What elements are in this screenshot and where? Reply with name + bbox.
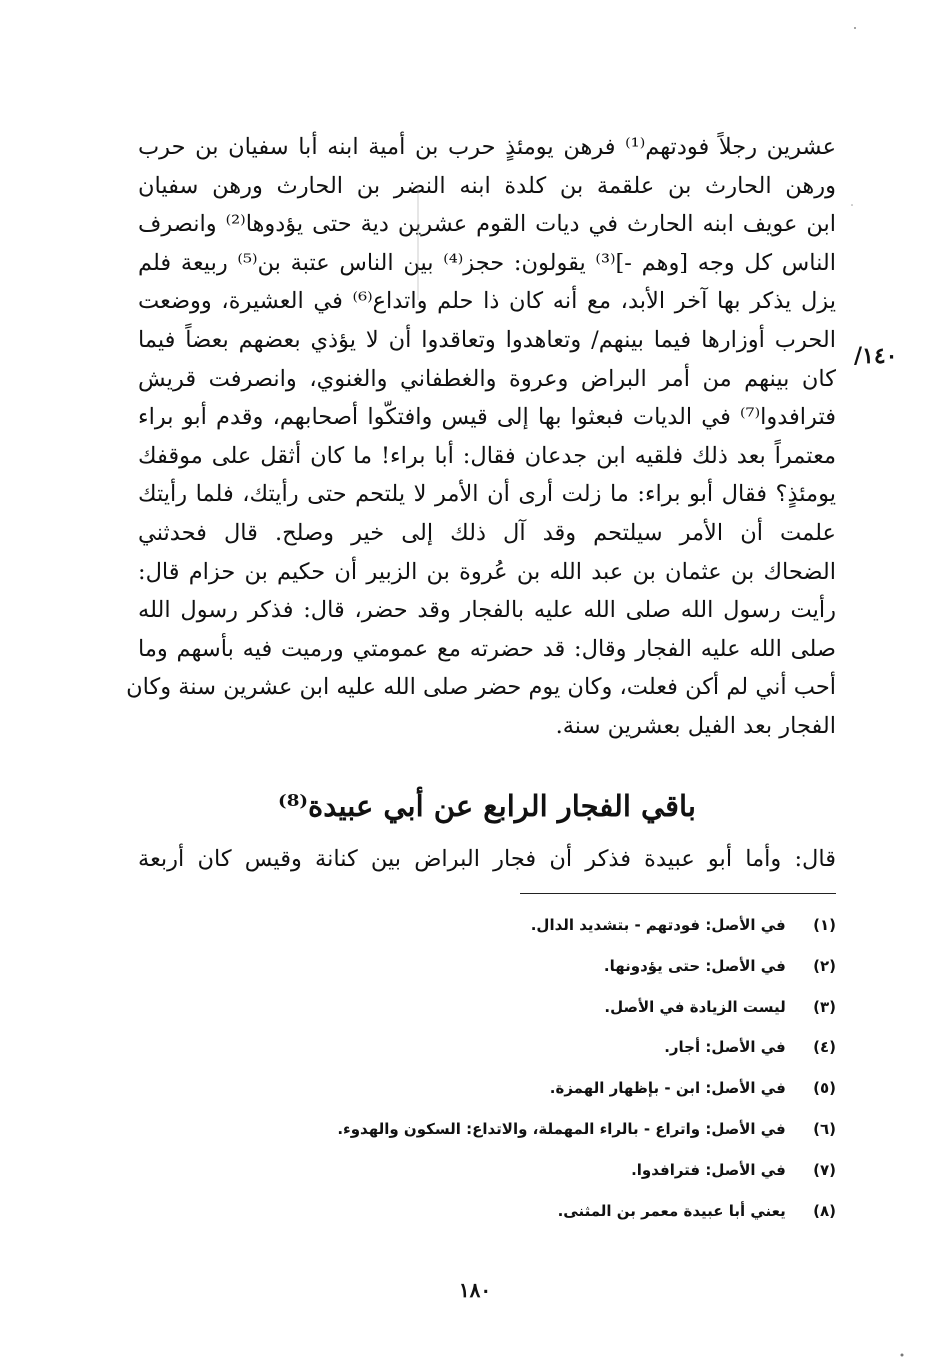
footnote-number: (٢) — [813, 956, 836, 975]
footnote-number: (٥) — [813, 1079, 836, 1098]
footnote-item — [138, 1027, 836, 1068]
text-line: يزل يذكر بها آخر الأبد، مع أنه كان ذا حلم واتداع⁽⁶⁾ في العشيرة، ووضعت — [138, 288, 836, 315]
section-heading: باقي الفجار الرابع عن أبي عبيدة⁽⁸⁾ — [278, 789, 696, 823]
footnotes-list — [138, 905, 836, 1231]
footnote-number: (٨) — [813, 1201, 836, 1220]
main-text-block — [126, 128, 837, 746]
footnote-text: في الأصل: فودتهم - بتشديد الدال. — [530, 916, 786, 934]
footnote-text: يعني أبا عبيدة معمر بن المثنى. — [557, 1201, 786, 1220]
footnote-item — [138, 987, 836, 1028]
text-line: ابن عويف ابنه الحارث في ديات القوم عشرين دية حتى يؤدوها⁽²⁾ وانصرف — [138, 211, 837, 238]
text-line: ورهن الحارث بن علقمة بن كلدة ابنه النضر بن الحارث ورهن سفيان — [138, 172, 836, 199]
footnote-item — [138, 1150, 836, 1191]
text-line: أحب أني لم أكن فعلت، وكان يوم حضر صلى الله عليه ابن عشرين سنة وكان — [126, 674, 836, 701]
footnote-text: في الأصل: أجار. — [664, 1038, 786, 1057]
footnote-number: (١) — [813, 916, 836, 934]
footnote-text: ليست الزيادة في الأصل. — [604, 997, 786, 1016]
footnote-divider — [520, 893, 836, 894]
footnote-text: في الأصل: واتراع - بالراء المهملة، والاتداع: السكون والهدوء. — [337, 1119, 786, 1138]
text-line: يومئذٍ؟ فقال أبو براء: ما زلت أرى أن الأمر لا يلتحم حتى رأيتك، فلما رأيتك — [138, 481, 836, 508]
text-line: عشرين رجلاً فودتهم⁽¹⁾ فرهن يومئذٍ حرب بن أمية ابنه أبا سفيان بن حرب — [138, 134, 836, 160]
footnote-item — [138, 946, 836, 987]
footnote-number: (٤) — [813, 1038, 836, 1057]
footnote-number: (٣) — [813, 997, 836, 1016]
text-line: الضحاك بن عثمان بن عبد الله بن عُروة بن الزبير أن حكيم بن حزام قال: — [138, 558, 836, 585]
footnote-item — [138, 1109, 836, 1150]
footnote-text: في الأصل: ابن - بإظهار الهمزة. — [549, 1079, 786, 1098]
text-line: فترافدوا⁽⁷⁾ في الديات فبعثوا بها إلى قيس وافتكّوا أصحابهم، وقدم أبو براء — [138, 404, 836, 431]
footnote-text: في الأصل: فترافدوا. — [631, 1160, 786, 1179]
text-line: قال: وأما أبو عبيدة فذكر أن فجار البراض بين كنانة وقيس كان أربعة — [138, 846, 836, 872]
footnote-text: في الأصل: حتى يؤدونها. — [603, 956, 786, 975]
footnote-item — [138, 905, 836, 946]
text-line: الحرب أوزارها فيما بينهم/ وتعاهدوا وتعاقدوا أن لا يؤذي بعضهم بعضاً فيما — [138, 326, 836, 353]
text-line: رأيت رسول الله صلى الله عليه بالفجار وقد حضر، قال: فذكر رسول الله — [138, 597, 836, 624]
footnote-number: (٧) — [813, 1160, 836, 1179]
text-line: علمت أن الأمر سيلتحم وقد آل ذلك إلى خير وصلح. قال فحدثني — [138, 519, 836, 546]
text-line: الفجار بعد الفيل بعشرين سنة. — [555, 712, 836, 739]
text-line: صلى الله عليه الفجار وقال: قد حضرته مع عمومتي ورميت فيه بأسهم وما — [138, 635, 836, 662]
footnote-item — [138, 1068, 836, 1109]
margin-folio-marker: ١٤٠/ — [854, 343, 898, 369]
page-number: ١٨٠ — [458, 1278, 492, 1302]
footnote-item — [138, 1191, 836, 1232]
text-line: كان بينهم من أمر البراض وعروة والغطفاني والغنوي، وانصرفت قريش — [138, 365, 836, 392]
text-line: معتمراً بعد ذلك فلقيه ابن جدعان فقال: أبا براء! ما كان أثقل على موقفك — [138, 442, 836, 469]
text-line: الناس كل وجه [وهم -]⁽³⁾ يقولون: حجز⁽⁴⁾ بين الناس عتبة بن⁽⁵⁾ ربيعة فلم — [138, 249, 837, 276]
footnote-number: (٦) — [813, 1119, 836, 1138]
